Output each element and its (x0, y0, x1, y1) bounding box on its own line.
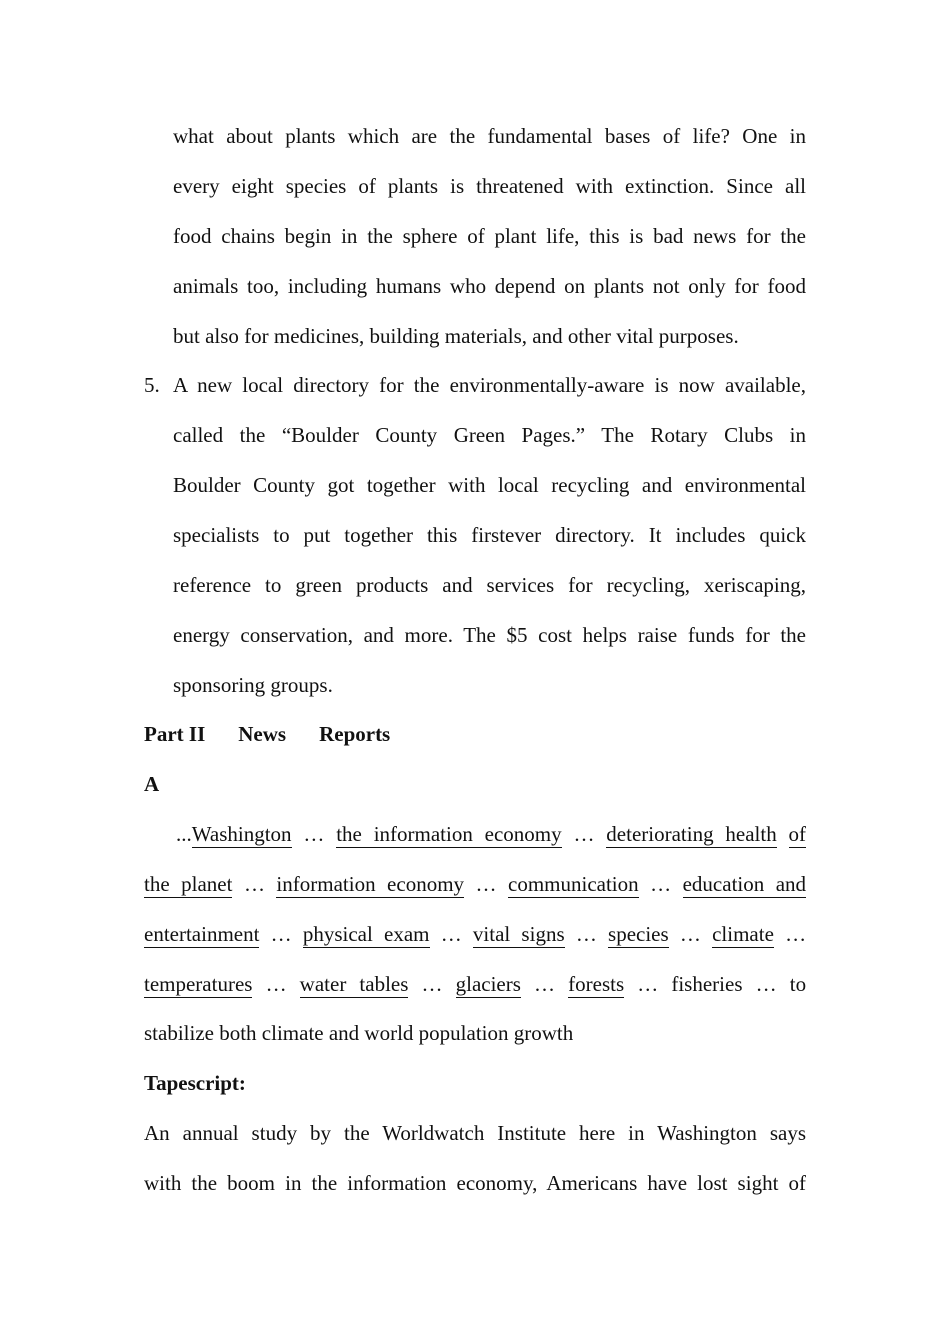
ellipsis: … (265, 972, 287, 996)
blank-of: of (788, 822, 807, 846)
ellipsis: … (421, 972, 443, 996)
blank-physical-exam: physical exam (302, 922, 430, 946)
item5-number: 5. (144, 373, 160, 397)
tapescript-label: Tapescript: (144, 1071, 246, 1095)
blank-entertainment: entertainment (144, 922, 260, 946)
ellipsis: … (650, 872, 672, 896)
section-a-label: A (144, 772, 160, 796)
ellipsis: … (573, 822, 595, 846)
ellipsis: … (534, 972, 556, 996)
ellipsis: … (785, 922, 807, 946)
blank-communication: communication (508, 872, 639, 896)
part2-reports: Reports (319, 722, 391, 746)
tapescript-line-2: with the boom in the information economy, Americans have lost sight of (144, 1171, 806, 1195)
item5-line-7: sponsoring groups. (173, 673, 333, 697)
blank-forests: forests (568, 972, 625, 996)
item5-line-5: reference to green products and services for recycling, xeriscaping, (173, 573, 806, 597)
ellipsis: … (679, 922, 701, 946)
blank-vital-signs: vital signs (472, 922, 565, 946)
item4-line-4: animals too, including humans who depend on plants not only for food (173, 274, 806, 298)
section-a-line-4 (144, 970, 806, 998)
blank-glaciers: glaciers (455, 972, 521, 996)
blank-the-information-economy: the information economy (336, 822, 562, 846)
item5-line-3: Boulder County got together with local recycling and environmental (173, 473, 806, 497)
blank-water-tables: water tables (299, 972, 409, 996)
lead-ellipsis: ... (176, 822, 192, 846)
section-a-line-3 (144, 920, 806, 948)
ellipsis: … (575, 922, 597, 946)
item4-line-5: but also for medicines, building materials, and other vital purposes. (173, 324, 739, 348)
blank-deteriorating-health: deteriorating health (606, 822, 777, 846)
blank-information-economy: information economy (276, 872, 465, 896)
item5-line-1: A new local directory for the environmentally-aware is now available, (173, 373, 806, 397)
blank-washington: Washington (191, 822, 292, 846)
section-a-line-2 (144, 870, 806, 898)
tapescript-line-1: An annual study by the Worldwatch Institute here in Washington says (144, 1121, 806, 1145)
item4-line-1: what about plants which are the fundamental bases of life? One in (173, 124, 806, 148)
item4-line-3: food chains begin in the sphere of plant life, this is bad news for the (173, 224, 806, 248)
item5-line-2: called the “Boulder County Green Pages.” The Rotary Clubs in (173, 423, 806, 447)
item4-line-2: every eight species of plants is threatened with extinction. Since all (173, 174, 806, 198)
ellipsis: … (270, 922, 292, 946)
word-fisheries: fisheries (671, 972, 743, 996)
blank-temperatures: temperatures (144, 972, 253, 996)
ellipsis: … (440, 922, 462, 946)
blank-species: species (608, 922, 669, 946)
blank-education-and: education and (682, 872, 807, 896)
part2-part: Part II (144, 722, 206, 746)
part2-heading (144, 720, 390, 748)
ellipsis: … (637, 972, 659, 996)
ellipsis: … (303, 822, 325, 846)
part2-news: News (238, 722, 287, 746)
blank-the-planet: the planet (144, 872, 233, 896)
word-to: to (789, 972, 807, 996)
section-a-line-1 (176, 820, 806, 848)
section-a-line-5: stabilize both climate and world population growth (144, 1021, 574, 1045)
item5-line-4: specialists to put together this firstever directory. It includes quick (173, 523, 806, 547)
ellipsis: … (243, 872, 265, 896)
ellipsis: … (475, 872, 497, 896)
ellipsis: … (755, 972, 777, 996)
item5-line-6: energy conservation, and more. The $5 cost helps raise funds for the (173, 623, 806, 647)
blank-climate: climate (712, 922, 774, 946)
